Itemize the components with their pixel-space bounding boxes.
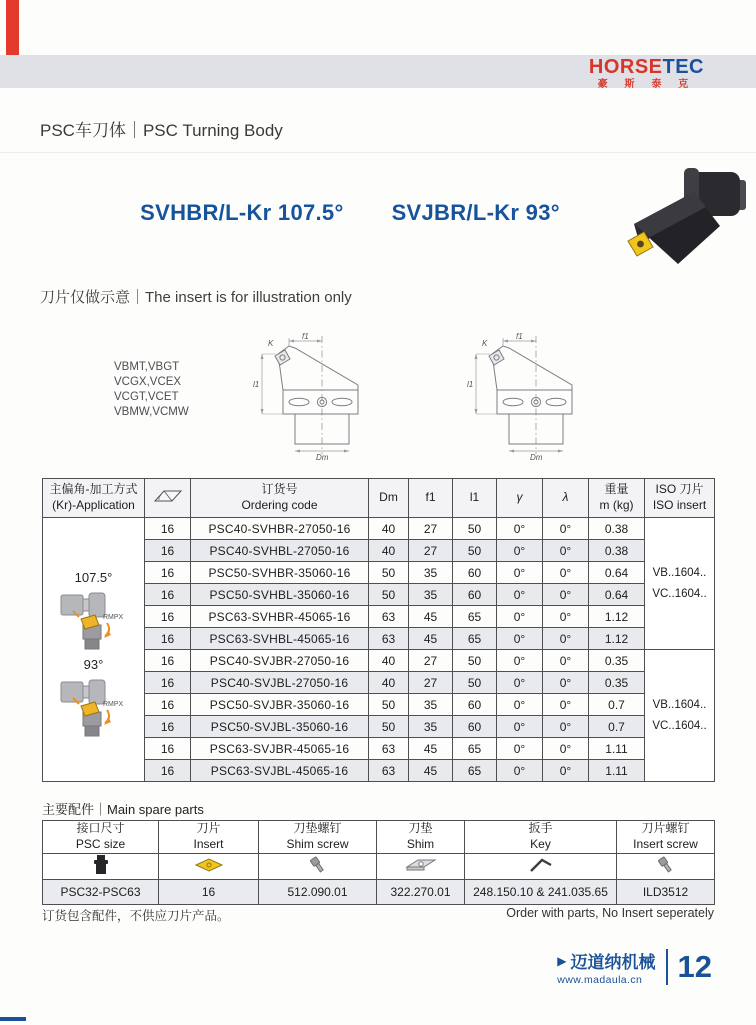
cell-weight: 1.11 — [589, 760, 645, 782]
page-footer — [557, 948, 712, 986]
cell-lambda: 0° — [543, 760, 589, 782]
cell-dm: 40 — [369, 672, 409, 694]
cell-gamma: 0° — [497, 738, 543, 760]
cell-l1: 65 — [453, 760, 497, 782]
cell-ordering-code: PSC63-SVHBL-45065-16 — [191, 628, 369, 650]
cell-insert-size: 16 — [145, 606, 191, 628]
cell-ordering-code: PSC50-SVHBL-35060-16 — [191, 584, 369, 606]
spare-icon-row — [43, 854, 715, 880]
header-psc-size: 接口尺寸 PSC size — [43, 821, 159, 854]
cell-l1: 50 — [453, 672, 497, 694]
iso-insert-group: VB..1604.. VC..1604.. — [645, 650, 715, 782]
cell-insert-size: 16 — [145, 540, 191, 562]
technical-drawing-svhbr — [236, 330, 396, 462]
cell-f1: 45 — [409, 628, 453, 650]
insert-type-list — [114, 360, 189, 420]
cell-f1: 27 — [409, 518, 453, 540]
cell-weight: 0.35 — [589, 650, 645, 672]
key-icon — [527, 856, 555, 874]
cell-f1: 27 — [409, 672, 453, 694]
cell-dm: 63 — [369, 606, 409, 628]
svg-text:l1: l1 — [253, 380, 260, 389]
cell-gamma: 0° — [497, 540, 543, 562]
cell-insert-size: 16 — [145, 672, 191, 694]
cell-ordering-code: PSC63-SVJBR-45065-16 — [191, 738, 369, 760]
cell-weight: 0.35 — [589, 672, 645, 694]
order-notes — [42, 906, 714, 924]
svg-text:RMPX: RMPX — [102, 613, 123, 621]
cell-gamma: 0° — [497, 584, 543, 606]
cell-dm: 50 — [369, 694, 409, 716]
logo-wordmark: HORSETEC — [588, 56, 704, 78]
angle-93-label: 93° — [83, 656, 104, 672]
header-insert: 刀片 Insert — [159, 821, 259, 854]
value-insert-screw: ILD3512 — [617, 880, 715, 905]
header-l1: l1 — [453, 479, 497, 518]
model-titles — [0, 200, 700, 226]
cell-ordering-code: PSC40-SVHBR-27050-16 — [191, 518, 369, 540]
svg-text:RMPX: RMPX — [102, 700, 123, 708]
cell-ordering-code: PSC63-SVJBL-45065-16 — [191, 760, 369, 782]
cell-ordering-code: PSC40-SVJBR-27050-16 — [191, 650, 369, 672]
cell-weight: 1.12 — [589, 606, 645, 628]
cell-lambda: 0° — [543, 672, 589, 694]
ordering-table — [42, 478, 715, 782]
cell-l1: 50 — [453, 540, 497, 562]
cell-dm: 40 — [369, 518, 409, 540]
cell-dm: 50 — [369, 584, 409, 606]
cell-l1: 60 — [453, 562, 497, 584]
svg-text:f1: f1 — [302, 332, 309, 341]
cell-ordering-code: PSC50-SVHBR-35060-16 — [191, 562, 369, 584]
cell-gamma: 0° — [497, 628, 543, 650]
cell-dm: 50 — [369, 562, 409, 584]
cell-lambda: 0° — [543, 628, 589, 650]
cell-f1: 35 — [409, 562, 453, 584]
header-insert-size — [145, 479, 191, 518]
cell-lambda: 0° — [543, 606, 589, 628]
cell-insert-size: 16 — [145, 628, 191, 650]
cell-gamma: 0° — [497, 650, 543, 672]
cell-lambda: 0° — [543, 540, 589, 562]
cell-lambda: 0° — [543, 738, 589, 760]
cell-l1: 60 — [453, 716, 497, 738]
footer-brand — [557, 948, 655, 986]
insert-icon — [193, 856, 225, 874]
cell-ordering-code: PSC40-SVJBL-27050-16 — [191, 672, 369, 694]
technical-drawing-svjbr — [450, 330, 610, 462]
cell-f1: 45 — [409, 760, 453, 782]
cell-f1: 27 — [409, 540, 453, 562]
cell-insert-size: 16 — [145, 584, 191, 606]
header-iso-insert: ISO 刀片 ISO insert — [645, 479, 715, 518]
header-weight: 重量 m (kg) — [589, 479, 645, 518]
cell-gamma: 0° — [497, 716, 543, 738]
iso-insert-group: VB..1604.. VC..1604.. — [645, 518, 715, 650]
model-title-svjbr: SVJBR/L-Kr 93° — [391, 200, 560, 225]
header-key: 扳手 Key — [465, 821, 617, 854]
cell-weight: 0.7 — [589, 716, 645, 738]
cell-weight: 0.64 — [589, 562, 645, 584]
svg-text:l1: l1 — [467, 380, 474, 389]
cell-f1: 27 — [409, 650, 453, 672]
insert-type-line: VBMW,VCMW — [114, 406, 189, 418]
order-note-cn: 订货包含配件，不供应刀片产品。 — [42, 909, 230, 923]
cell-insert-size: 16 — [145, 562, 191, 584]
cell-gamma: 0° — [497, 760, 543, 782]
header-shim-screw: 刀垫螺钉 Shim screw — [259, 821, 377, 854]
value-shim: 322.270.01 — [377, 880, 465, 905]
cell-l1: 65 — [453, 606, 497, 628]
header-shim: 刀垫 Shim — [377, 821, 465, 854]
cell-insert-size: 16 — [145, 518, 191, 540]
order-note-en: Order with parts, No Insert seperately — [506, 906, 714, 920]
cell-weight: 0.38 — [589, 518, 645, 540]
shim-screw-icon — [305, 855, 331, 875]
table-header-row — [43, 479, 715, 518]
cell-dm: 63 — [369, 628, 409, 650]
header-gamma: γ — [497, 479, 543, 518]
cell-lambda: 0° — [543, 650, 589, 672]
cell-gamma: 0° — [497, 694, 543, 716]
bottom-corner-mark — [0, 1017, 26, 1021]
psc-body-icon — [89, 854, 113, 876]
spare-parts-title: 主要配件｜Main spare parts — [42, 802, 204, 817]
insert-screw-icon — [653, 855, 679, 875]
cell-weight: 0.38 — [589, 540, 645, 562]
cell-f1: 45 — [409, 738, 453, 760]
cell-lambda: 0° — [543, 694, 589, 716]
table-row — [43, 518, 715, 540]
cell-l1: 65 — [453, 738, 497, 760]
cell-insert-size: 16 — [145, 650, 191, 672]
cell-ordering-code: PSC50-SVJBL-35060-16 — [191, 716, 369, 738]
application-107-icon — [55, 587, 133, 653]
insert-type-line: VCGX,VCEX — [114, 376, 182, 388]
page-corner-red-bar — [6, 0, 19, 57]
logo-chinese: 豪 斯 泰 克 — [597, 79, 696, 90]
footer-brand-name: 迈道纳机械 — [570, 953, 656, 972]
model-title-svhbr: SVHBR/L-Kr 107.5° — [140, 200, 344, 225]
spare-header-row — [43, 821, 715, 854]
cell-weight: 1.12 — [589, 628, 645, 650]
cell-f1: 35 — [409, 694, 453, 716]
cell-gamma: 0° — [497, 562, 543, 584]
cell-ordering-code: PSC63-SVHBR-45065-16 — [191, 606, 369, 628]
cell-dm: 40 — [369, 650, 409, 672]
insert-shape-icon — [150, 486, 186, 506]
cell-gamma: 0° — [497, 672, 543, 694]
cell-l1: 50 — [453, 518, 497, 540]
header-lambda: λ — [543, 479, 589, 518]
insert-disclaimer: 刀片仅做示意｜The insert is for illustration only — [40, 289, 352, 306]
cell-dm: 63 — [369, 760, 409, 782]
page-title: PSC车刀体｜PSC Turning Body — [40, 121, 283, 140]
header-f1: f1 — [409, 479, 453, 518]
cell-gamma: 0° — [497, 518, 543, 540]
svg-text:K: K — [268, 339, 274, 348]
insert-type-line: VBMT,VBGT — [114, 361, 180, 373]
cell-l1: 65 — [453, 628, 497, 650]
tool-product-photo — [598, 162, 748, 284]
header-insert-screw: 刀片螺钉 Insert screw — [617, 821, 715, 854]
header-ordering-code: 订货号 Ordering code — [191, 479, 369, 518]
value-insert: 16 — [159, 880, 259, 905]
cell-lambda: 0° — [543, 584, 589, 606]
page-number: 12 — [677, 949, 712, 984]
application-93-icon — [55, 674, 133, 740]
footer-divider — [666, 949, 668, 985]
svg-text:K: K — [482, 339, 488, 348]
cell-dm: 50 — [369, 716, 409, 738]
cell-lambda: 0° — [543, 716, 589, 738]
value-shim-screw: 512.090.01 — [259, 880, 377, 905]
cell-f1: 45 — [409, 606, 453, 628]
header-dm: Dm — [369, 479, 409, 518]
cell-f1: 35 — [409, 716, 453, 738]
shim-icon — [404, 856, 438, 874]
cell-ordering-code: PSC40-SVHBL-27050-16 — [191, 540, 369, 562]
horsetec-logo — [589, 57, 704, 90]
cell-dm: 63 — [369, 738, 409, 760]
spare-value-row — [43, 880, 715, 905]
cell-dm: 40 — [369, 540, 409, 562]
value-key: 248.150.10 & 241.035.65 — [465, 880, 617, 905]
cell-insert-size: 16 — [145, 694, 191, 716]
svg-text:Dm: Dm — [530, 453, 543, 462]
cell-weight: 0.7 — [589, 694, 645, 716]
cell-insert-size: 16 — [145, 760, 191, 782]
cell-insert-size: 16 — [145, 738, 191, 760]
header-application: 主偏角-加工方式 (Kr)-Application — [43, 479, 145, 518]
cell-l1: 60 — [453, 584, 497, 606]
title-divider — [0, 152, 756, 153]
cell-ordering-code: PSC50-SVJBR-35060-16 — [191, 694, 369, 716]
cell-gamma: 0° — [497, 606, 543, 628]
triangle-icon: ▶ — [557, 953, 567, 968]
spare-parts-table — [42, 820, 715, 905]
insert-type-line: VCGT,VCET — [114, 391, 179, 403]
cell-weight: 1.11 — [589, 738, 645, 760]
cell-l1: 60 — [453, 694, 497, 716]
value-psc-size: PSC32-PSC63 — [43, 880, 159, 905]
cell-weight: 0.64 — [589, 584, 645, 606]
svg-text:Dm: Dm — [316, 453, 329, 462]
cell-lambda: 0° — [543, 562, 589, 584]
application-column — [43, 518, 145, 782]
cell-lambda: 0° — [543, 518, 589, 540]
cell-f1: 35 — [409, 584, 453, 606]
angle-107-label: 107.5° — [74, 569, 113, 585]
svg-text:f1: f1 — [516, 332, 523, 341]
footer-url: www.madaula.cn — [557, 974, 643, 986]
cell-l1: 50 — [453, 650, 497, 672]
cell-insert-size: 16 — [145, 716, 191, 738]
